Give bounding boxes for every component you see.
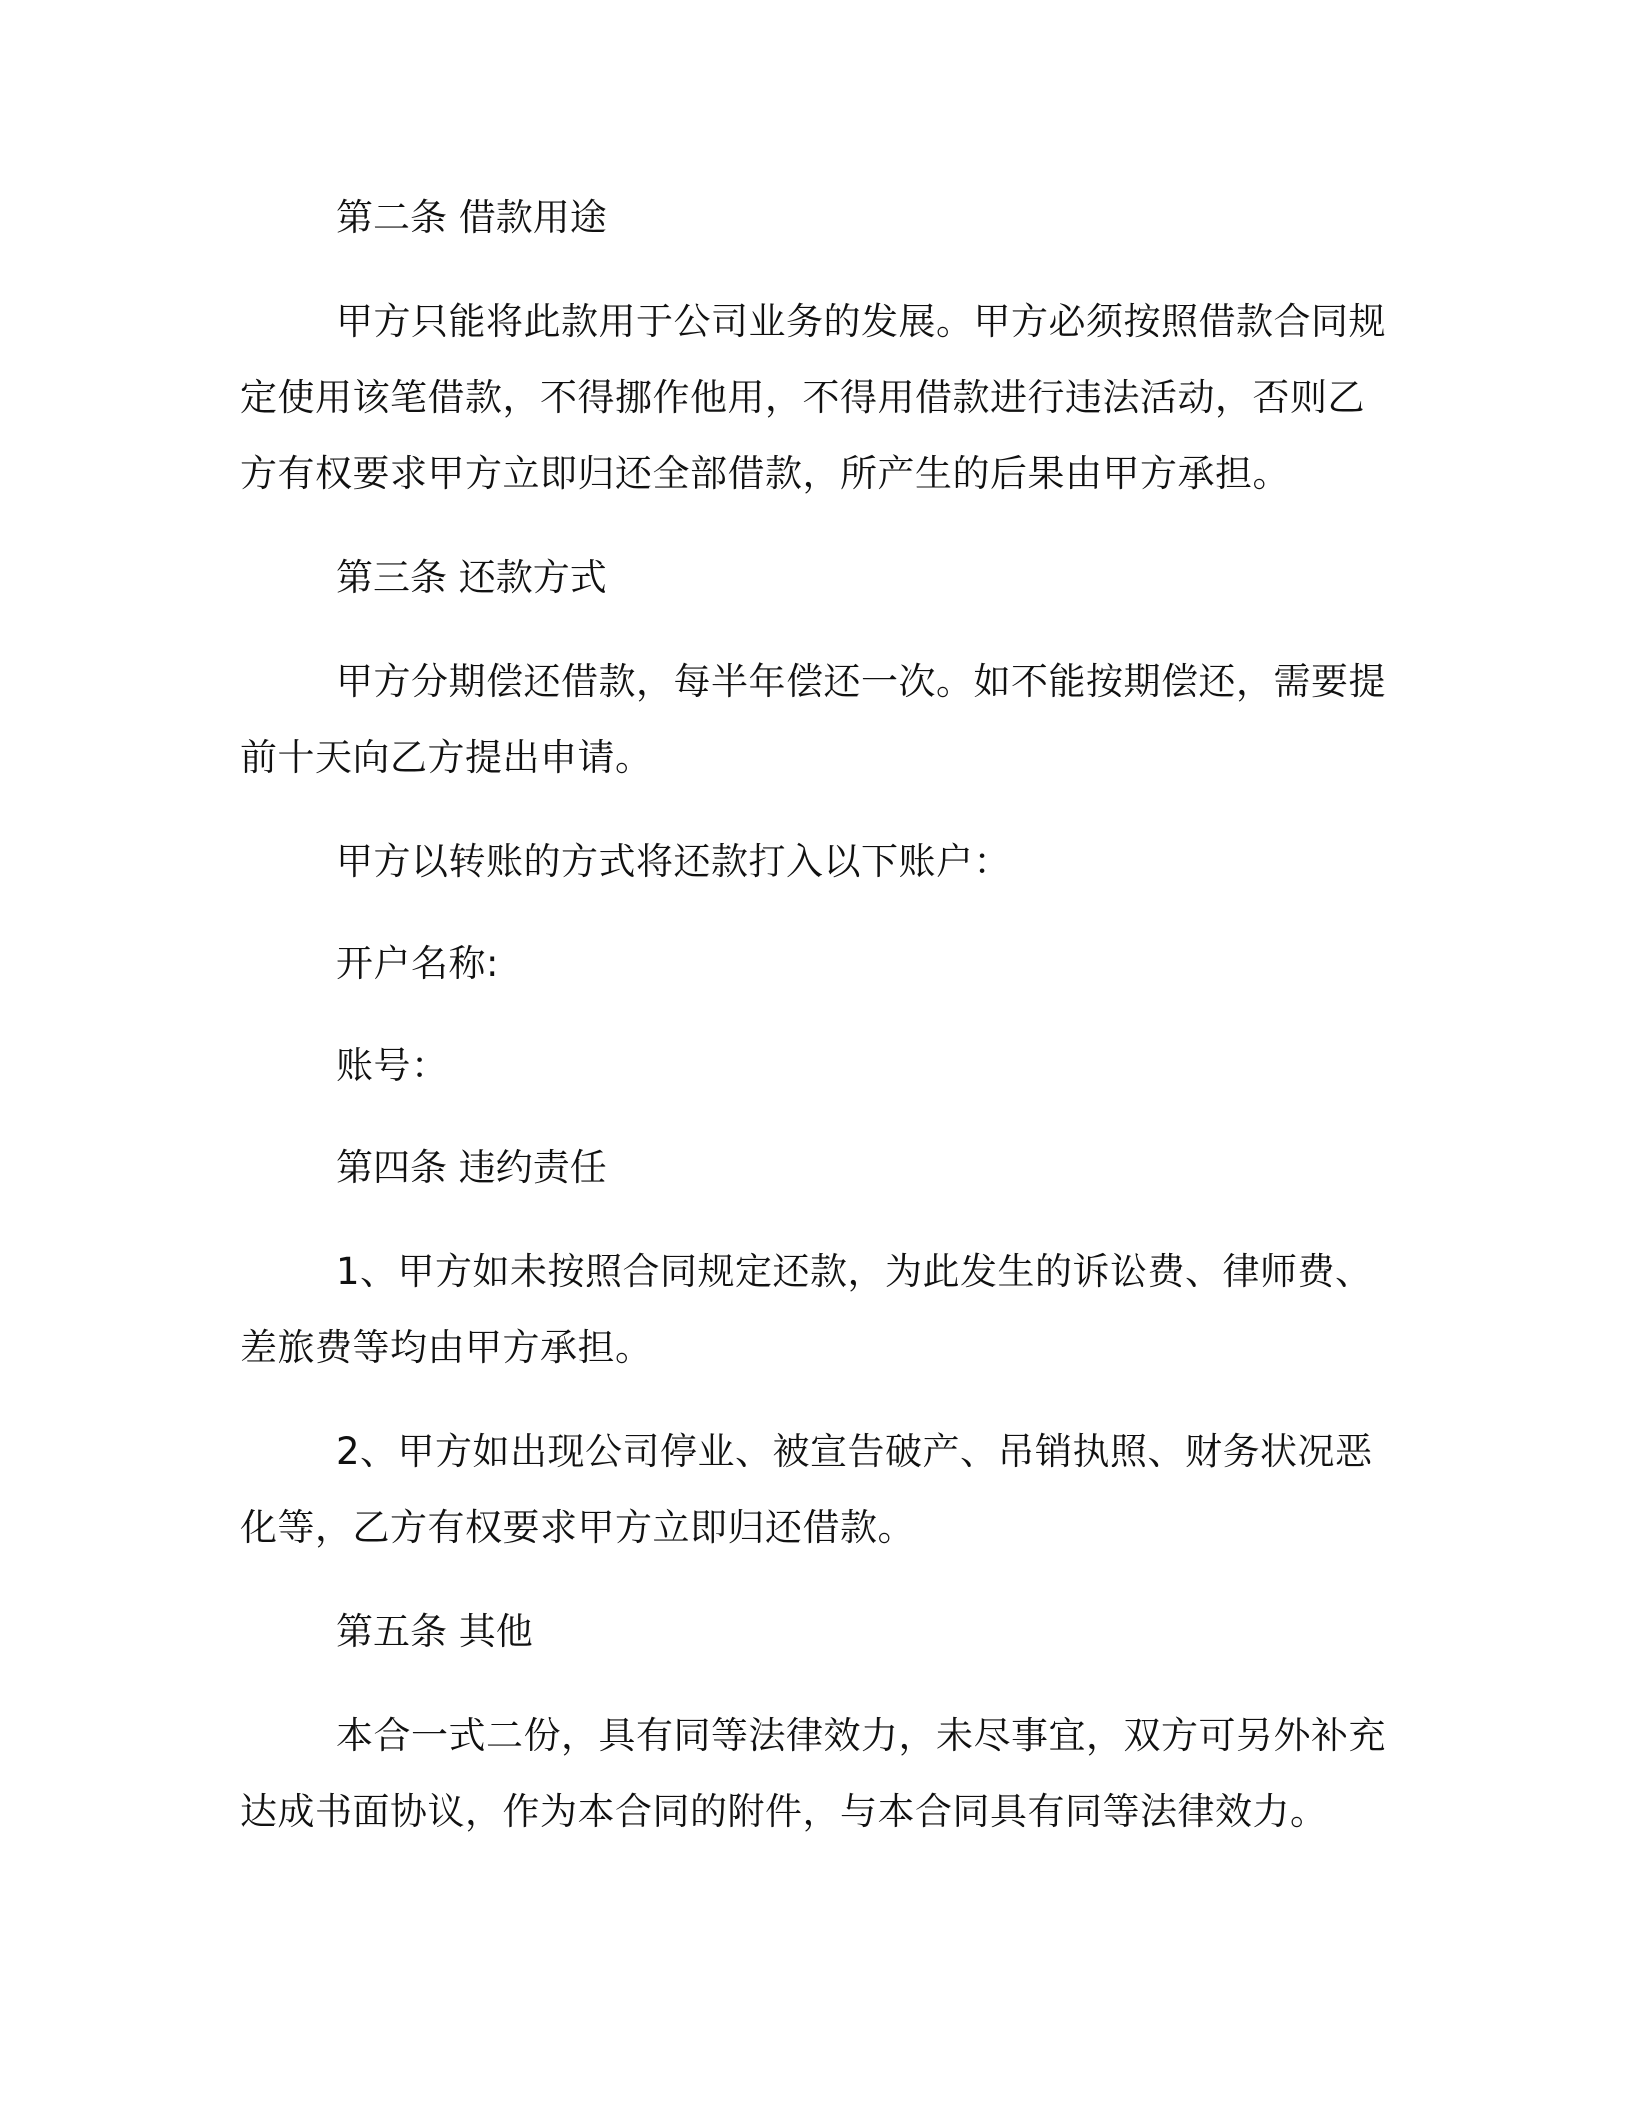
paragraph-line: 甲方分期偿还借款，每半年偿还一次。如不能按期偿还，需要提 (336, 660, 1386, 703)
paragraph-line: 1、甲方如未按照合同规定还款，为此发生的诉讼费、律师费、 (336, 1250, 1373, 1293)
section-heading-5: 第五条 其他 (336, 1610, 533, 1653)
paragraph-line: 本合一式二份，具有同等法律效力，未尽事宜，双方可另外补充 (336, 1714, 1386, 1757)
paragraph (240, 284, 1390, 512)
paragraph (240, 644, 1390, 796)
paragraph (240, 1698, 1390, 1850)
account-name-label (240, 926, 1390, 1002)
paragraph-line: 差旅费等均由甲方承担。 (240, 1326, 653, 1369)
paragraph-line: 前十天向乙方提出申请。 (240, 736, 653, 779)
paragraph-line: 甲方以转账的方式将还款打入以下账户： (336, 840, 1011, 883)
paragraph-line: 达成书面协议，作为本合同的附件，与本合同具有同等法律效力。 (240, 1790, 1328, 1833)
section-heading-2: 第二条 借款用途 (336, 196, 607, 239)
paragraph (240, 1414, 1390, 1566)
paragraph-line: 甲方只能将此款用于公司业务的发展。甲方必须按照借款合同规 (336, 300, 1386, 343)
paragraph (240, 1234, 1390, 1386)
account-number-label (240, 1028, 1390, 1104)
paragraph (240, 824, 1390, 900)
paragraph-line: 开户名称: (336, 942, 499, 985)
paragraph-line: 定使用该笔借款，不得挪作他用，不得用借款进行违法活动，否则乙 (240, 376, 1365, 419)
section-heading-3: 第三条 还款方式 (336, 556, 607, 599)
paragraph-line: 化等，乙方有权要求甲方立即归还借款。 (240, 1506, 915, 1549)
paragraph-line: 账号： (336, 1044, 449, 1087)
paragraph-line: 方有权要求甲方立即归还全部借款，所产生的后果由甲方承担。 (240, 452, 1290, 495)
section-heading-4: 第四条 违约责任 (336, 1146, 607, 1189)
paragraph-line: 2、甲方如出现公司停业、被宣告破产、吊销执照、财务状况恶 (336, 1430, 1373, 1473)
